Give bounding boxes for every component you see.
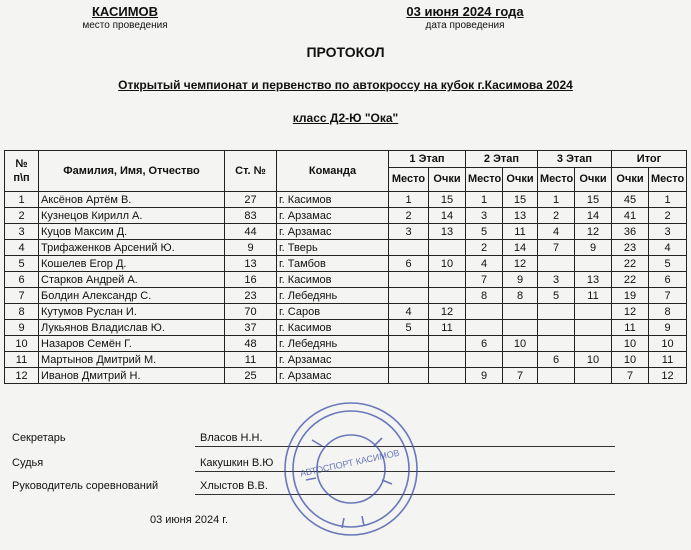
row-team: г. Арзамас: [277, 224, 389, 240]
row-total-points: 19: [612, 288, 649, 304]
table-row: [5, 320, 687, 336]
row-s1-place: [389, 352, 429, 368]
row-s3-points: [575, 256, 612, 272]
row-s3-points: 10: [575, 352, 612, 368]
row-s3-points: 13: [575, 272, 612, 288]
stamp-center-text: АВТОСПОРТ КАСИМОВ: [299, 447, 401, 479]
row-total-points: 45: [612, 192, 649, 208]
row-s3-points: [575, 304, 612, 320]
row-num: 6: [5, 272, 39, 288]
row-total-points: 12: [612, 304, 649, 320]
row-s1-points: [429, 368, 466, 384]
row-num: 12: [5, 368, 39, 384]
row-start: 48: [225, 336, 277, 352]
row-s3-points: 15: [575, 192, 612, 208]
row-s1-points: [429, 352, 466, 368]
footer-date: 03 июня 2024 г.: [150, 514, 229, 526]
row-num: 8: [5, 304, 39, 320]
row-team: г. Касимов: [277, 272, 389, 288]
row-s1-place: 3: [389, 224, 429, 240]
header-total-points: Очки: [612, 167, 649, 191]
row-s2-place: 8: [466, 288, 503, 304]
row-s1-points: [429, 240, 466, 256]
row-start: 16: [225, 272, 277, 288]
row-start: 13: [225, 256, 277, 272]
row-name: Кошелев Егор Д.: [39, 256, 225, 272]
row-s1-points: [429, 288, 466, 304]
row-total-points: 23: [612, 240, 649, 256]
row-num: 9: [5, 320, 39, 336]
row-team: г. Саров: [277, 304, 389, 320]
header-stage1: 1 Этап: [389, 151, 466, 168]
row-team: г. Арзамас: [277, 368, 389, 384]
row-s3-place: 6: [538, 352, 575, 368]
row-s3-place: 3: [538, 272, 575, 288]
row-s2-points: 14: [503, 240, 538, 256]
row-s2-points: [503, 304, 538, 320]
row-name: Старков Андрей А.: [39, 272, 225, 288]
table-row: [5, 224, 687, 240]
table-row: [5, 272, 687, 288]
row-start: 27: [225, 192, 277, 208]
row-s3-points: [575, 368, 612, 384]
row-s1-points: 11: [429, 320, 466, 336]
row-num: 10: [5, 336, 39, 352]
row-s2-place: 7: [466, 272, 503, 288]
table-row: [5, 368, 687, 384]
row-s2-place: [466, 320, 503, 336]
row-s3-place: [538, 336, 575, 352]
results-table: [4, 150, 687, 384]
row-s2-points: 9: [503, 272, 538, 288]
row-name: Трифаженков Арсений Ю.: [39, 240, 225, 256]
director-name: Хлыстов В.В.: [200, 480, 268, 492]
header-start: Ст. №: [225, 151, 277, 192]
row-s2-points: 8: [503, 288, 538, 304]
row-s3-points: 14: [575, 208, 612, 224]
row-total-place: 9: [649, 320, 687, 336]
row-start: 9: [225, 240, 277, 256]
class-line: класс Д2-Ю "Ока": [292, 111, 399, 125]
row-s2-place: [466, 304, 503, 320]
table-row: [5, 288, 687, 304]
table-row: [5, 208, 687, 224]
row-s2-place: 5: [466, 224, 503, 240]
header-num: № п\п: [5, 151, 39, 192]
row-team: г. Тамбов: [277, 256, 389, 272]
row-team: г. Тверь: [277, 240, 389, 256]
row-name: Назаров Семён Г.: [39, 336, 225, 352]
row-s1-points: [429, 272, 466, 288]
table-row: [5, 256, 687, 272]
header-s3-points: Очки: [575, 167, 612, 191]
judge-label: Судья: [12, 457, 44, 469]
row-total-points: 41: [612, 208, 649, 224]
document-title: ПРОТОКОЛ: [306, 44, 385, 60]
row-s1-points: 14: [429, 208, 466, 224]
row-s2-place: [466, 352, 503, 368]
row-s1-place: [389, 272, 429, 288]
row-total-place: 1: [649, 192, 687, 208]
row-total-place: 7: [649, 288, 687, 304]
row-start: 44: [225, 224, 277, 240]
row-s2-points: [503, 352, 538, 368]
row-s3-place: [538, 368, 575, 384]
row-name: Лукьянов Владислав Ю.: [39, 320, 225, 336]
row-start: 37: [225, 320, 277, 336]
date-caption: дата проведения: [425, 20, 505, 31]
row-team: г. Касимов: [277, 320, 389, 336]
row-s1-place: 4: [389, 304, 429, 320]
row-start: 83: [225, 208, 277, 224]
row-s1-points: 12: [429, 304, 466, 320]
header-s1-points: Очки: [429, 167, 466, 191]
row-s3-place: 2: [538, 208, 575, 224]
row-total-place: 2: [649, 208, 687, 224]
row-total-place: 3: [649, 224, 687, 240]
row-s2-points: 12: [503, 256, 538, 272]
header-s3-place: Место: [538, 167, 575, 191]
row-s2-points: 15: [503, 192, 538, 208]
row-total-place: 10: [649, 336, 687, 352]
row-total-place: 8: [649, 304, 687, 320]
row-s2-place: 1: [466, 192, 503, 208]
row-s3-place: 1: [538, 192, 575, 208]
table-row: [5, 192, 687, 208]
row-s3-place: 4: [538, 224, 575, 240]
row-total-place: 12: [649, 368, 687, 384]
row-team: г. Арзамас: [277, 208, 389, 224]
row-s3-points: 12: [575, 224, 612, 240]
row-s1-points: 10: [429, 256, 466, 272]
judge-name: Какушкин В.Ю: [200, 457, 274, 469]
row-s2-place: 6: [466, 336, 503, 352]
header-team: Команда: [277, 151, 389, 192]
row-total-place: 5: [649, 256, 687, 272]
row-total-points: 11: [612, 320, 649, 336]
table-row: [5, 240, 687, 256]
row-s2-place: 4: [466, 256, 503, 272]
row-s1-place: 5: [389, 320, 429, 336]
round-seal-stamp: [282, 400, 420, 538]
row-start: 11: [225, 352, 277, 368]
row-s2-points: 7: [503, 368, 538, 384]
row-s3-place: 5: [538, 288, 575, 304]
row-num: 1: [5, 192, 39, 208]
row-s2-place: 3: [466, 208, 503, 224]
row-team: г. Касимов: [277, 192, 389, 208]
header-s2-place: Место: [466, 167, 503, 191]
row-total-place: 11: [649, 352, 687, 368]
row-s3-points: 9: [575, 240, 612, 256]
row-name: Аксёнов Артём В.: [39, 192, 225, 208]
event-date: 03 июня 2024 года: [406, 4, 524, 19]
row-s1-place: [389, 288, 429, 304]
row-start: 23: [225, 288, 277, 304]
row-s1-points: 15: [429, 192, 466, 208]
row-total-place: 4: [649, 240, 687, 256]
table-row: [5, 352, 687, 368]
row-num: 3: [5, 224, 39, 240]
row-num: 2: [5, 208, 39, 224]
row-start: 25: [225, 368, 277, 384]
row-name: Кузнецов Кирилл А.: [39, 208, 225, 224]
row-s3-points: [575, 336, 612, 352]
row-s1-place: 6: [389, 256, 429, 272]
row-team: г. Лебедянь: [277, 288, 389, 304]
row-team: г. Лебедянь: [277, 336, 389, 352]
row-num: 7: [5, 288, 39, 304]
venue-name: КАСИМОВ: [91, 4, 159, 19]
row-s1-place: 1: [389, 192, 429, 208]
row-s1-points: [429, 336, 466, 352]
row-s1-place: 2: [389, 208, 429, 224]
row-s3-place: [538, 256, 575, 272]
row-s2-points: 11: [503, 224, 538, 240]
row-s1-points: 13: [429, 224, 466, 240]
secretary-name: Власов Н.Н.: [200, 432, 263, 444]
row-s1-place: [389, 368, 429, 384]
venue-caption: место проведения: [82, 20, 168, 31]
row-total-points: 10: [612, 336, 649, 352]
row-s2-points: 10: [503, 336, 538, 352]
row-name: Куцов Максим Д.: [39, 224, 225, 240]
row-total-points: 7: [612, 368, 649, 384]
row-team: г. Арзамас: [277, 352, 389, 368]
row-num: 5: [5, 256, 39, 272]
row-name: Иванов Дмитрий Н.: [39, 368, 225, 384]
row-s1-place: [389, 240, 429, 256]
row-s3-place: [538, 304, 575, 320]
row-s3-points: [575, 320, 612, 336]
header-s1-place: Место: [389, 167, 429, 191]
row-name: Болдин Александр С.: [39, 288, 225, 304]
header-name: Фамилия, Имя, Отчество: [39, 151, 225, 192]
row-s2-points: 13: [503, 208, 538, 224]
row-name: Мартынов Дмитрий М.: [39, 352, 225, 368]
secretary-label: Секретарь: [12, 432, 66, 444]
row-s3-points: 11: [575, 288, 612, 304]
row-s3-place: [538, 320, 575, 336]
header-total-place: Место: [649, 167, 687, 191]
row-total-points: 22: [612, 272, 649, 288]
row-s1-place: [389, 336, 429, 352]
row-total-points: 36: [612, 224, 649, 240]
competition-title: Открытый чемпионат и первенство по автокроссу на кубок г.Касимова 2024: [118, 78, 573, 92]
row-total-points: 10: [612, 352, 649, 368]
header-stage2: 2 Этап: [466, 151, 538, 168]
row-s2-place: 2: [466, 240, 503, 256]
row-total-place: 6: [649, 272, 687, 288]
row-name: Кутумов Руслан И.: [39, 304, 225, 320]
director-label: Руководитель соревнований: [12, 480, 159, 492]
header-total: Итог: [612, 151, 687, 168]
header-stage3: 3 Этап: [538, 151, 612, 168]
table-row: [5, 304, 687, 320]
header-s2-points: Очки: [503, 167, 538, 191]
row-s2-place: 9: [466, 368, 503, 384]
row-total-points: 22: [612, 256, 649, 272]
row-start: 70: [225, 304, 277, 320]
table-row: [5, 336, 687, 352]
row-num: 11: [5, 352, 39, 368]
row-s3-place: 7: [538, 240, 575, 256]
row-num: 4: [5, 240, 39, 256]
row-s2-points: [503, 320, 538, 336]
